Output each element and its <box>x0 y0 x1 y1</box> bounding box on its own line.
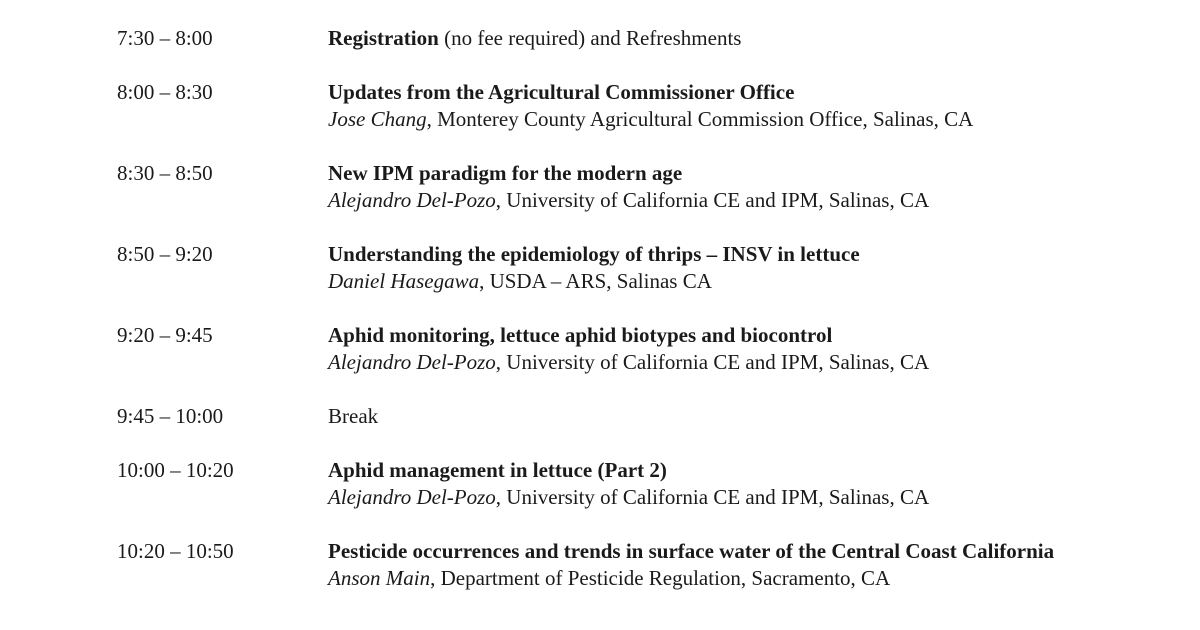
session-title-line <box>328 403 1098 430</box>
session-title-line <box>328 538 1098 565</box>
schedule-row <box>117 25 1200 52</box>
session-speaker-line <box>328 268 1098 295</box>
session-content <box>328 160 1098 214</box>
speaker-affiliation: , Monterey County Agricultural Commission Office, Salinas, CA <box>426 107 974 131</box>
speaker-name: Alejandro Del-Pozo <box>328 485 496 509</box>
schedule-row <box>117 403 1200 430</box>
schedule-list <box>117 25 1200 592</box>
time-slot: 8:30 – 8:50 <box>117 161 213 185</box>
schedule-row <box>117 457 1200 511</box>
speaker-affiliation: , University of California CE and IPM, Salinas, CA <box>495 188 930 212</box>
schedule-row <box>117 160 1200 214</box>
session-speaker-line <box>328 187 1098 214</box>
session-speaker-line <box>328 349 1098 376</box>
speaker-name: Alejandro Del-Pozo <box>328 188 496 212</box>
schedule-row <box>117 79 1200 133</box>
session-title: Understanding the epidemiology of thrips – INSV in lettuce <box>328 242 860 266</box>
speaker-affiliation: , University of California CE and IPM, Salinas, CA <box>495 350 930 374</box>
session-content <box>328 538 1098 592</box>
session-title-plain: (no fee required) and Refreshments <box>438 26 742 50</box>
session-title: Aphid management in lettuce (Part 2) <box>328 458 667 482</box>
time-slot: 8:00 – 8:30 <box>117 80 213 104</box>
time-slot: 10:20 – 10:50 <box>117 539 234 563</box>
session-title: Pesticide occurrences and trends in surface water of the Central Coast California <box>328 539 1055 563</box>
session-title-line <box>328 241 1098 268</box>
time-slot: 9:20 – 9:45 <box>117 323 213 347</box>
time-slot: 9:45 – 10:00 <box>117 404 224 428</box>
session-title: Registration <box>328 26 439 50</box>
speaker-name: Alejandro Del-Pozo <box>328 350 496 374</box>
speaker-name: Jose Chang <box>328 107 427 131</box>
schedule-row <box>117 322 1200 376</box>
speaker-name: Anson Main <box>328 566 431 590</box>
speaker-name: Daniel Hasegawa <box>328 269 480 293</box>
session-title-line <box>328 25 1098 52</box>
schedule-row <box>117 538 1200 592</box>
time-slot: 8:50 – 9:20 <box>117 242 213 266</box>
session-title-line <box>328 160 1098 187</box>
session-title: Aphid monitoring, lettuce aphid biotypes and biocontrol <box>328 323 833 347</box>
session-content <box>328 25 1098 52</box>
speaker-affiliation: , Department of Pesticide Regulation, Sacramento, CA <box>430 566 891 590</box>
session-content <box>328 322 1098 376</box>
session-content <box>328 457 1098 511</box>
speaker-affiliation: , USDA – ARS, Salinas CA <box>479 269 712 293</box>
session-content <box>328 403 1098 430</box>
session-title-plain: Break <box>328 404 379 428</box>
session-title: Updates from the Agricultural Commissioner Office <box>328 80 795 104</box>
session-title-line <box>328 79 1098 106</box>
time-slot: 10:00 – 10:20 <box>117 458 234 482</box>
session-speaker-line <box>328 484 1098 511</box>
session-title-line <box>328 322 1098 349</box>
session-content <box>328 79 1098 133</box>
time-slot: 7:30 – 8:00 <box>117 26 213 50</box>
speaker-affiliation: , University of California CE and IPM, Salinas, CA <box>495 485 930 509</box>
session-title-line <box>328 457 1098 484</box>
session-content <box>328 241 1098 295</box>
session-title: New IPM paradigm for the modern age <box>328 161 683 185</box>
schedule-row <box>117 241 1200 295</box>
session-speaker-line <box>328 565 1098 592</box>
session-speaker-line <box>328 106 1098 133</box>
